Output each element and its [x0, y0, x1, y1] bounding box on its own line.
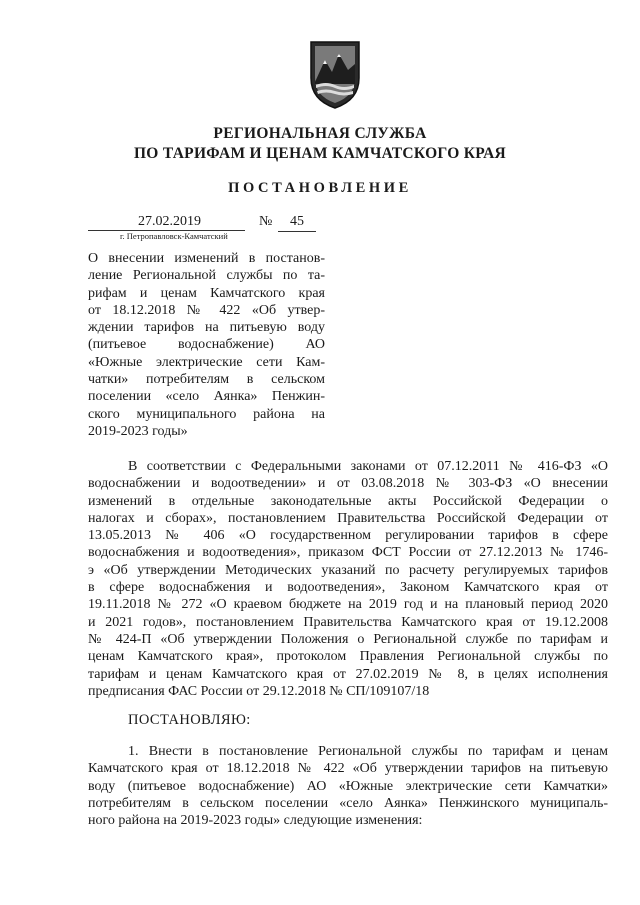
subject-line: чатки» потребителям в сельском: [88, 372, 325, 388]
preamble-line: В соответствии с Федеральными законами от 07.12.2011 № 416-ФЗ «О: [128, 459, 608, 474]
document-type: ПОСТАНОВЛЕНИЕ: [228, 180, 412, 196]
document-number: 45: [278, 214, 316, 232]
preamble-line: водоснабжения и водоотведения», приказом ФСТ России от 27.12.2013 № 1746-: [88, 545, 608, 561]
preamble-line: предписания ФАС России от 29.12.2018 № СП/109107/18: [88, 683, 430, 699]
subject-line: поселении «село Аянка» Пенжин-: [88, 389, 325, 405]
coat-of-arms-icon: [308, 38, 362, 110]
item-line: Камчатского края от 18.12.2018 № 422 «Об утверждении тарифов на питьевую: [88, 761, 608, 777]
preamble-line: ценам Камчатского края», протоколом Правления Региональной службы по: [88, 649, 608, 665]
city-label: г. Петропавловск-Камчатский: [120, 231, 228, 241]
org-name-line1: РЕГИОНАЛЬНАЯ СЛУЖБА: [213, 125, 427, 142]
subject-line: ление Региональной службы по та-: [88, 268, 325, 284]
preamble-paragraph: [88, 458, 608, 700]
subject-line: от 18.12.2018 № 422 «Об утвер-: [88, 302, 325, 318]
subject-line: «Южные электрические сети Кам-: [88, 354, 325, 370]
preamble-line: № 424-П «Об утверждении Положения о Региональной службе по тарифам и: [88, 631, 608, 647]
document-date: 27.02.2019: [88, 214, 245, 231]
subject-line: ждении тарифов на питьевую воду: [88, 320, 325, 336]
subject-line: ского муниципального района на: [88, 406, 325, 422]
preamble-line: налогах и сборах», постановлением Правительства Российской Федерации от: [88, 510, 608, 526]
preamble-line: и 2021 годов», постановлением Правительства Камчатского края от 19.12.2008: [88, 614, 608, 630]
subject-line: (питьевое водоснабжение) АО: [88, 337, 325, 353]
preamble-line: водоснабжении и водоотведении» и от 03.08.2018 № 303-ФЗ «О внесении: [88, 476, 608, 492]
item-1-paragraph: [88, 743, 608, 829]
preamble-line: тарифам и ценам Камчатского края от 27.02.2019 № 8, в целях исполнения: [88, 666, 608, 682]
preamble-line: э «Об утверждении Методических указаний по расчету регулируемых тарифов: [88, 562, 608, 578]
decree-heading: ПОСТАНОВЛЯЮ:: [128, 712, 251, 728]
preamble-line: изменений в отдельные законодательные акты Российской Федерации о: [88, 493, 608, 509]
item-line: потребителям в сельском поселении «село Аянка» Пенжинского муниципаль-: [88, 795, 608, 811]
document-subject: [88, 250, 325, 440]
item-line: воду (питьевое водоснабжение) АО «Южные электрические сети Камчатки»: [88, 778, 608, 794]
preamble-line: 13.05.2013 № 406 «О государственном регулировании тарифов в сфере: [88, 528, 608, 544]
subject-line: 2019-2023 годы»: [88, 423, 188, 439]
org-name-line2: ПО ТАРИФАМ И ЦЕНАМ КАМЧАТСКОГО КРАЯ: [133, 145, 507, 162]
subject-line: О внесении изменений в постанов-: [88, 251, 325, 266]
item-line: 1. Внести в постановление Региональной службы по тарифам и ценам: [128, 744, 608, 759]
number-sign: №: [259, 214, 273, 229]
preamble-line: 19.11.2018 № 272 «О краевом бюджете на 2019 год и на плановый период 2020: [88, 597, 608, 613]
item-line: ного района на 2019-2023 годы» следующие изменения:: [88, 813, 423, 829]
subject-line: рифам и ценам Камчатского края: [88, 285, 325, 301]
preamble-line: в сфере водоснабжения и водоотведения», Законом Камчатского края от: [88, 580, 608, 596]
